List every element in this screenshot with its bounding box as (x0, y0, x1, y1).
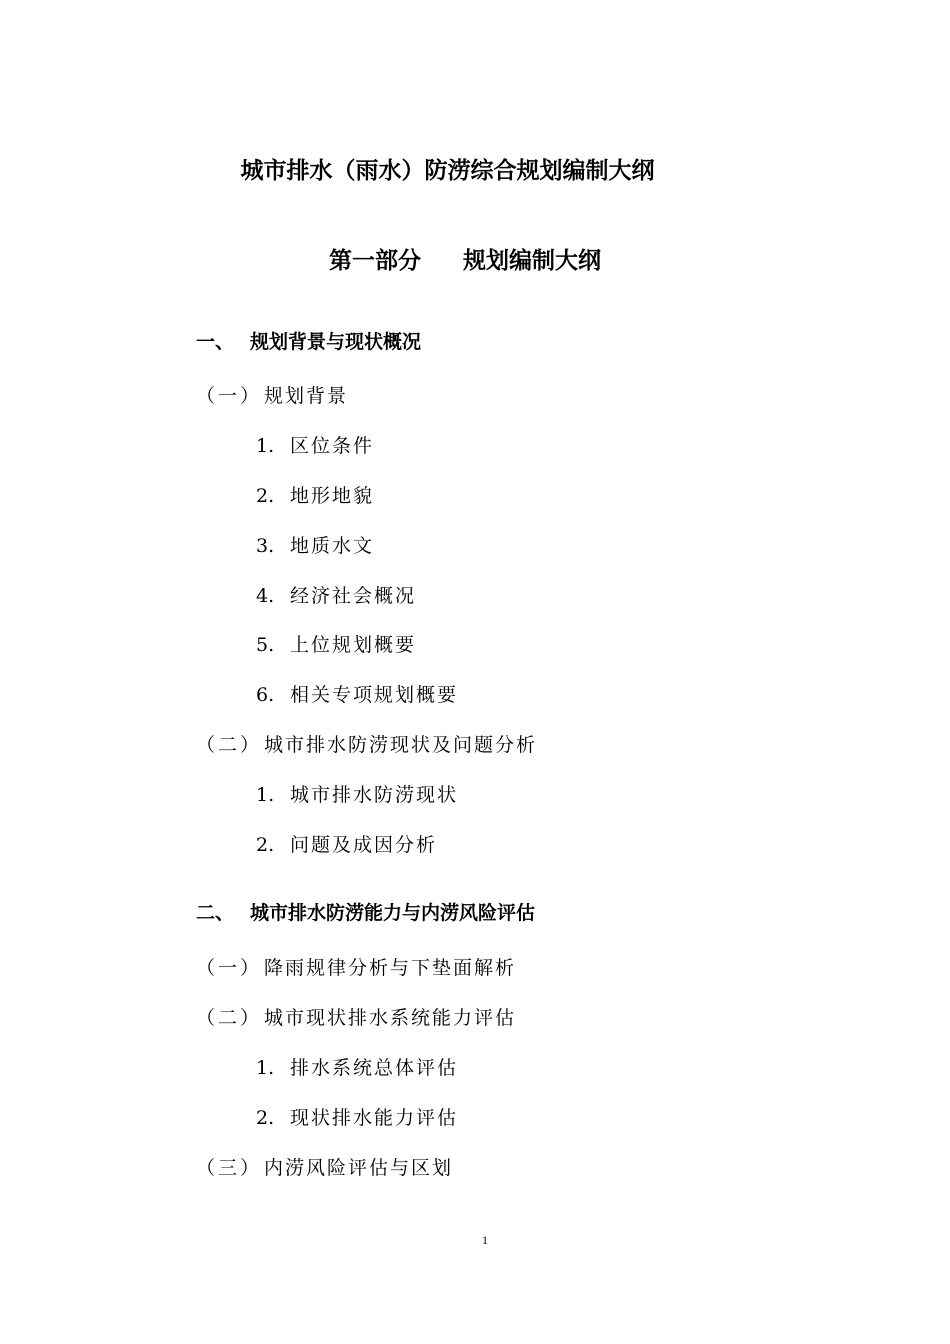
item-text: 经济社会概况 (290, 585, 417, 607)
page-number: 1 (482, 1233, 488, 1247)
section-heading (196, 899, 535, 927)
item-text: 排水系统总体评估 (290, 1057, 459, 1079)
subsection-title: 规划背景 (264, 385, 349, 407)
item-number: 2. (256, 834, 275, 856)
list-item (256, 831, 437, 859)
part-heading (0, 242, 930, 280)
item-number: 6. (256, 684, 275, 706)
subsection-heading (196, 1154, 453, 1182)
list-item (256, 1104, 458, 1132)
section-heading (196, 328, 421, 356)
item-text: 区位条件 (290, 435, 375, 457)
subsection-number: （二） (196, 734, 263, 756)
part-title: 规划编制大纲 (463, 248, 601, 274)
list-item (256, 781, 458, 809)
item-number: 1. (256, 435, 275, 457)
subsection-title: 内涝风险评估与区划 (264, 1157, 454, 1179)
item-text: 地形地貌 (290, 485, 375, 507)
list-item (256, 532, 374, 560)
item-text: 城市排水防涝现状 (290, 784, 459, 806)
item-text: 相关专项规划概要 (290, 684, 459, 706)
list-item (256, 482, 374, 510)
list-item (256, 582, 416, 610)
item-text: 现状排水能力评估 (290, 1107, 459, 1129)
item-number: 1. (256, 1057, 275, 1079)
list-item (256, 631, 416, 659)
section-number: 一、 (196, 331, 235, 353)
item-number: 2. (256, 1107, 275, 1129)
list-item (256, 1054, 458, 1082)
item-number: 1. (256, 784, 275, 806)
part-label: 第一部分 (329, 248, 421, 274)
section-title: 城市排水防涝能力与内涝风险评估 (250, 902, 536, 924)
subsection-number: （一） (196, 957, 263, 979)
item-number: 3. (256, 535, 275, 557)
subsection-number: （二） (196, 1007, 263, 1029)
item-text: 上位规划概要 (290, 634, 417, 656)
item-number: 4. (256, 585, 275, 607)
subsection-heading (196, 382, 348, 410)
item-text: 问题及成因分析 (290, 834, 438, 856)
subsection-number: （三） (196, 1157, 263, 1179)
subsection-title: 城市现状排水系统能力评估 (264, 1007, 517, 1029)
subsection-heading (196, 1004, 516, 1032)
list-item (256, 681, 458, 709)
item-number: 5. (256, 634, 275, 656)
subsection-title: 降雨规律分析与下垫面解析 (264, 957, 517, 979)
subsection-heading (196, 731, 537, 759)
item-number: 2. (256, 485, 275, 507)
item-text: 地质水文 (290, 535, 375, 557)
list-item (256, 432, 374, 460)
subsection-title: 城市排水防涝现状及问题分析 (264, 734, 538, 756)
document-title: 城市排水（雨水）防涝综合规划编制大纲 (240, 158, 655, 184)
section-number: 二、 (196, 902, 235, 924)
subsection-heading (196, 954, 516, 982)
subsection-number: （一） (196, 385, 263, 407)
section-title: 规划背景与现状概况 (250, 331, 422, 353)
